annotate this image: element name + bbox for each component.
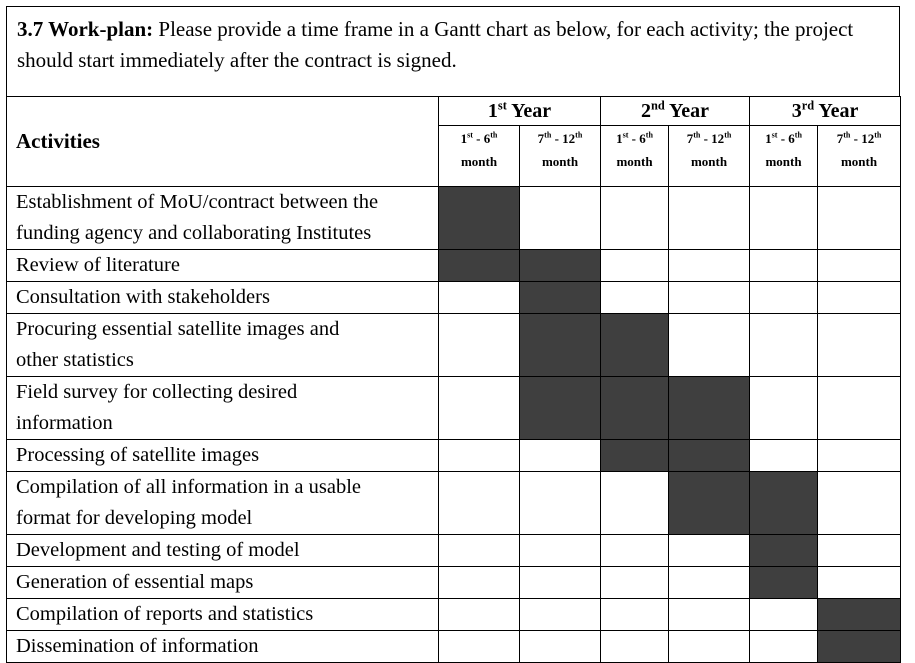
activity-row [7,187,901,250]
period-unit: month [541,154,579,169]
period-unit: month [616,154,653,169]
gantt-bar-cell [750,472,818,535]
activity-row [7,377,901,440]
gantt-empty-cell [818,314,901,377]
gantt-empty-cell [601,631,669,663]
activity-name [7,631,439,663]
gantt-empty-cell [439,440,520,472]
gantt-empty-cell [669,567,750,599]
gantt-bar-cell [439,187,520,250]
intro-text: Please provide a time frame in a Gantt chart as below, for each activity; the project should start immediately after the contract is signed. [17,17,854,72]
activity-line: Compilation of all information in a usable [16,476,362,498]
gantt-empty-cell [439,377,520,440]
activity-row [7,567,901,599]
gantt-bar-cell [669,377,750,440]
year-header: 2nd Year [601,97,750,126]
gantt-empty-cell [601,187,669,250]
period-unit: month [460,154,498,169]
gantt-empty-cell [601,535,669,567]
activity-line: Processing of satellite images [16,444,260,466]
gantt-empty-cell [601,567,669,599]
gantt-empty-cell [669,250,750,282]
gantt-empty-cell [750,282,818,314]
section-heading: 3.7 Work-plan: [17,17,154,41]
activity-line: Procuring essential satellite images and [16,318,340,340]
activity-name [7,250,439,282]
gantt-table [6,96,901,663]
activity-row [7,440,901,472]
activity-row [7,314,901,377]
year-header: 1st Year [439,97,601,126]
gantt-empty-cell [520,472,601,535]
gantt-bar-cell [520,314,601,377]
period-header: 7th - 12th month [818,126,901,187]
activity-name [7,567,439,599]
gantt-empty-cell [750,599,818,631]
gantt-bar-cell [439,250,520,282]
activity-name [7,599,439,631]
period-header: 1st - 6th month [439,126,520,187]
gantt-bar-cell [669,440,750,472]
gantt-empty-cell [818,535,901,567]
gantt-empty-cell [601,599,669,631]
gantt-bar-cell [520,282,601,314]
activity-line: Establishment of MoU/contract between the [16,191,379,213]
gantt-empty-cell [439,567,520,599]
gantt-empty-cell [818,472,901,535]
period-header: 7th - 12th month [520,126,601,187]
gantt-bar-cell [818,631,901,663]
activity-row [7,535,901,567]
gantt-empty-cell [818,250,901,282]
gantt-empty-cell [818,377,901,440]
activity-line: Consultation with stakeholders [16,286,270,308]
activity-row [7,282,901,314]
period-header: 7th - 12th month [669,126,750,187]
gantt-bar-cell [520,250,601,282]
gantt-empty-cell [750,440,818,472]
gantt-empty-cell [750,250,818,282]
activity-row [7,472,901,535]
activity-name [7,187,439,250]
gantt-empty-cell [601,282,669,314]
activity-line: format for developing model [16,507,253,529]
period-unit: month [690,154,728,169]
gantt-empty-cell [750,377,818,440]
activity-name [7,440,439,472]
gantt-empty-cell [669,631,750,663]
gantt-bar-cell [601,377,669,440]
gantt-empty-cell [439,599,520,631]
gantt-empty-cell [818,440,901,472]
gantt-bar-cell [601,440,669,472]
gantt-empty-cell [520,567,601,599]
activity-name [7,535,439,567]
gantt-empty-cell [520,535,601,567]
gantt-empty-cell [439,314,520,377]
gantt-empty-cell [669,282,750,314]
gantt-bar-cell [520,377,601,440]
activity-line: Dissemination of information [16,635,259,657]
activity-line: Review of literature [16,254,180,276]
activity-name [7,377,439,440]
year-header: 3rd Year [750,97,901,126]
gantt-bar-cell [669,472,750,535]
activity-line: Development and testing of model [16,539,300,561]
gantt-empty-cell [669,314,750,377]
gantt-empty-cell [818,282,901,314]
gantt-bar-cell [750,535,818,567]
activity-line: Compilation of reports and statistics [16,603,314,625]
gantt-empty-cell [439,472,520,535]
gantt-bar-cell [818,599,901,631]
gantt-empty-cell [439,631,520,663]
activity-row [7,599,901,631]
gantt-empty-cell [601,250,669,282]
activity-line: Generation of essential maps [16,571,254,593]
activity-name [7,472,439,535]
gantt-empty-cell [669,187,750,250]
gantt-empty-cell [750,631,818,663]
activities-header: Activities [7,97,439,187]
period-header: 1st - 6th month [601,126,669,187]
activity-name [7,282,439,314]
gantt-empty-cell [669,535,750,567]
gantt-bar-cell [750,567,818,599]
gantt-empty-cell [818,567,901,599]
activity-line: funding agency and collaborating Institutes [16,222,372,244]
activity-name [7,314,439,377]
gantt-empty-cell [818,187,901,250]
gantt-empty-cell [750,187,818,250]
gantt-empty-cell [750,314,818,377]
work-plan-intro [6,6,900,96]
gantt-empty-cell [669,599,750,631]
period-header: 1st - 6th month [750,126,818,187]
activity-row [7,250,901,282]
activity-line: Field survey for collecting desired [16,381,298,403]
activity-line: information [16,412,113,434]
activity-line: other statistics [16,349,134,371]
period-unit: month [840,154,878,169]
gantt-empty-cell [520,631,601,663]
gantt-empty-cell [439,282,520,314]
gantt-empty-cell [439,535,520,567]
gantt-bar-cell [601,314,669,377]
activity-row [7,631,901,663]
period-unit: month [765,154,802,169]
gantt-empty-cell [520,440,601,472]
gantt-empty-cell [601,472,669,535]
gantt-empty-cell [520,599,601,631]
gantt-empty-cell [520,187,601,250]
